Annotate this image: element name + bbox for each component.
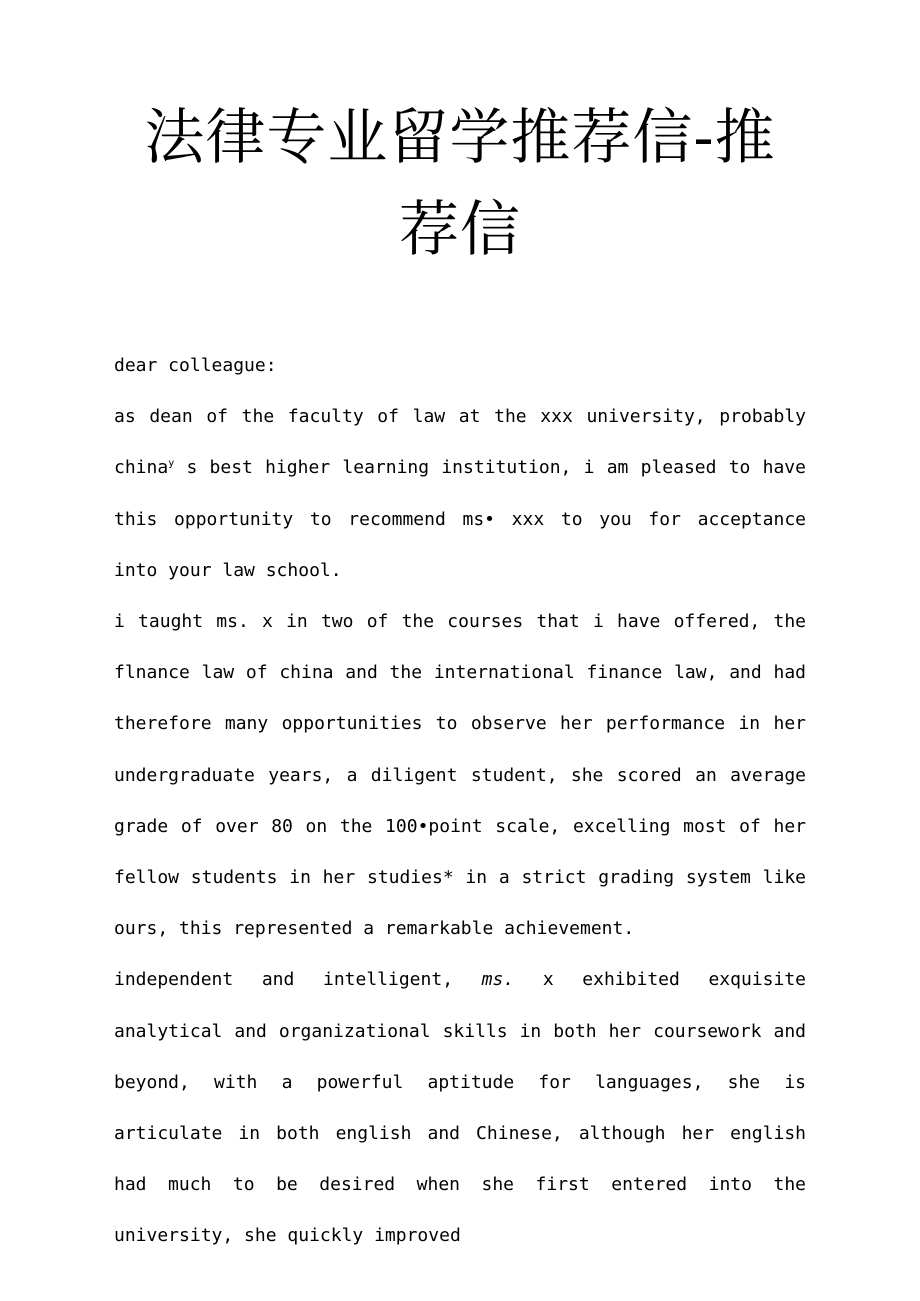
document-title: 法律专业留学推荐信-推荐信 bbox=[144, 103, 776, 265]
paragraph-2: i taught ms. x in two of the courses that i have offered, the flnance law of china and the international finance law, and had therefore many opportunities to observe her performance in her undergraduate years, a diligent student, she scored an average grade of over 80 on the 100•point scale, excelling most of her fellow students in her studies* in a strict grading system like ours, this represented a remarkable achievement. bbox=[114, 611, 806, 940]
paragraph-1-text-b: s best higher learning institution, i am pleased to have this opportunity to recommend ms• xxx to you for acceptance into your law school. bbox=[114, 457, 806, 581]
salutation: dear colleague: bbox=[114, 355, 277, 376]
paragraph-1-superscript: y bbox=[168, 458, 175, 470]
paragraph-3-text-b: x exhibited exquisite analytical and organizational skills in both her coursework and beyond, with a powerful aptitude for languages, she is articulate in both english and Chinese, although her english had much to be desired when she first entered into the university, she quickly improved bbox=[114, 969, 806, 1247]
paragraph-1 bbox=[114, 391, 806, 596]
letter-body bbox=[114, 340, 806, 1262]
paragraph-3 bbox=[114, 954, 806, 1261]
paragraph-3-text-a: independent and intelligent, bbox=[114, 969, 482, 991]
paragraph-1-text-a: as dean of the faculty of law at the xxx university, probably china bbox=[114, 406, 806, 479]
paragraph-3-italic: ms. bbox=[481, 969, 515, 991]
